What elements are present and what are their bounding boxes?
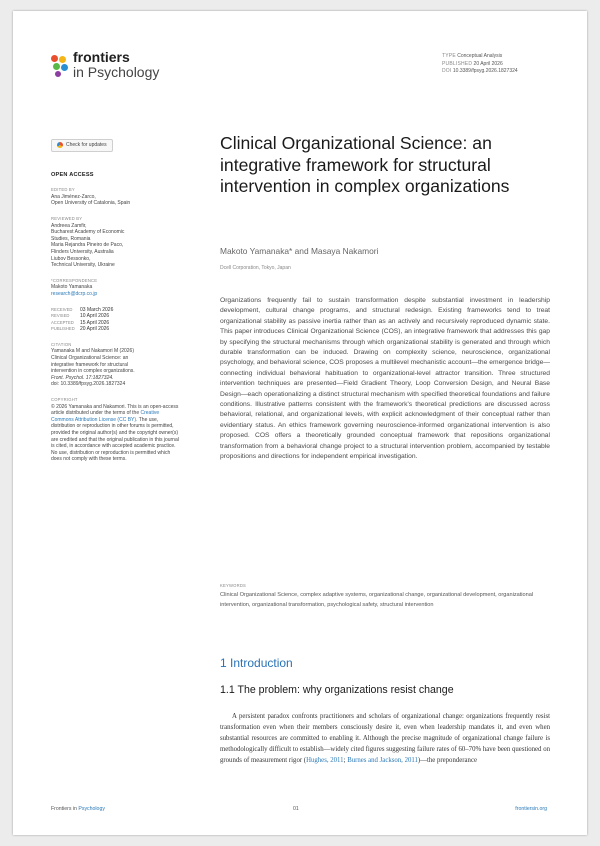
citation-line: integrative framework for structural: [51, 361, 128, 368]
date-value: 15 April 2026: [80, 319, 110, 326]
abstract: Organizations frequently fail to sustain transformation despite substantial investment in leadership development, cultural change programs, and structural redesign. Existing frameworks tend to treat organizational stability as passive inertia rather than as an actively and recursively reproduced dynamic state. This paper introduces Clinical Organizational Science (COS), an integrative framework that addresses this gap by specifying the structural mechanisms through which organizational stability is generated and through which durable transformation can be induced. Drawing on complexity science, neuroscience, organizational psychology, and behavioral science, COS proposes a multilevel mechanistic account—the emergence bridge—connecting individual behavioral habituation to organizational-level attractor transition. Three structured intervention techniques are presented—Field Gradient Theory, Loop Conversion Design, and Neural Base Design—each operationalizing a distinct structural mechanism with specified theoretical foundations and failure conditions. Illustrative patterns consistent with the framework's theoretical predictions are discussed across behavioral, relational, and organizational levels, with explicit acknowledgment of their conceptual rather than evidentiary status. An ethics framework governing neuroscience-informed organizational intervention is also proposed. COS offers a theoretically grounded conceptual framework that repositions organizational transformation from a behavioral change project to a structural intervention problem, accompanied by testable propositions and directions for independent empirical investigation.: [220, 297, 550, 461]
reviewed-by-label: REVIEWED BY: [51, 215, 83, 221]
author-affiliation: Dcell Corporation, Tokyo, Japan: [220, 265, 291, 271]
citation-label: CITATION: [51, 341, 72, 347]
reviewer-line: Bucharest Academy of Economic: [51, 229, 125, 236]
article-sidebar: [51, 139, 179, 463]
citation-line: Front. Psychol. 17:1827324.: [51, 374, 114, 381]
citation-link[interactable]: Hughes, 2011: [306, 757, 344, 764]
meta-doi-label: DOI: [442, 68, 452, 74]
citation-line: Clinical Organizational Science: an: [51, 355, 129, 362]
reviewer-line: Flinders University, Australia: [51, 248, 114, 255]
date-label: ACCEPTED: [51, 319, 74, 325]
copyright-label: COPYRIGHT: [51, 397, 78, 403]
meta-published-label: PUBLISHED: [442, 60, 473, 67]
reviewer-line: Liubov Bessonko,: [51, 255, 91, 262]
open-access-label: OPEN ACCESS: [51, 171, 94, 178]
citation-separator: ;: [343, 757, 348, 764]
edited-by-label: EDITED BY: [51, 187, 75, 193]
reviewer-line: Andreea Zamfir,: [51, 222, 87, 229]
correspondence-email-link[interactable]: research@dcrp.co.jp: [51, 290, 98, 297]
editor-affiliation: Open University of Catalonia, Spain: [51, 200, 131, 207]
copyright-text: [51, 404, 179, 463]
keywords-label: KEYWORDS: [220, 583, 247, 588]
subsection-heading: 1.1 The problem: why organizations resist change: [220, 684, 454, 696]
footer-journal-prefix: Frontiers in: [51, 806, 79, 812]
correspondence-name: Makoto Yamanaka: [51, 284, 93, 291]
citation-link[interactable]: Burnes and Jackson, 2011: [347, 757, 418, 764]
date-label: REVISED: [51, 313, 70, 319]
logo-brand: frontiers: [73, 49, 130, 65]
correspondence-label: *CORRESPONDENCE: [51, 277, 98, 283]
date-label: RECEIVED: [51, 306, 73, 312]
introduction-paragraph: [220, 711, 550, 766]
reviewer-line: Maria Rejandra Pineiro de Paco,: [51, 242, 124, 249]
copyright-text-2: The use, distribution or reproduction in other forums is permitted, provided the original author(s) and the copyright owner(s) are credited and that the original publication in this journal is cited, in accordance with accepted academic practice. No use, distribution or reproduction is permitted which does not comply with these terms.: [51, 416, 179, 463]
meta-type-label: TYPE: [442, 53, 456, 59]
article-title: Clinical Organizational Science: an integrative framework for structural intervention in complex organizations: [220, 133, 510, 196]
cc-license-link[interactable]: Creative Commons Attribution License (CC BY).: [51, 410, 160, 423]
meta-type-value: Conceptual Analysis: [457, 53, 503, 59]
paper-page: [13, 11, 587, 835]
article-dates: [51, 307, 179, 333]
frontiers-logo-icon: [51, 55, 69, 79]
copyright-text-1: © 2026 Yamanaka and Nakamori. This is an open-access article distributed under the terms of the: [51, 403, 179, 417]
check-for-updates-button[interactable]: [51, 139, 113, 152]
reviewer-line: Technical University, Ukraine: [51, 262, 115, 269]
date-value: 20 April 2026: [80, 326, 110, 333]
section-heading-introduction: 1 Introduction: [220, 656, 293, 670]
article-authors: Makoto Yamanaka* and Masaya Nakamori: [220, 246, 379, 256]
footer-journal-name: Psychology: [78, 806, 105, 812]
footer-site-link[interactable]: frontiersin.org: [515, 806, 547, 812]
date-value: 10 April 2026: [80, 313, 110, 320]
date-label: PUBLISHED: [51, 326, 75, 332]
check-for-updates-label: Check for updates: [66, 142, 107, 148]
body-text-tail: )—the preponderance: [417, 757, 477, 764]
meta-published-value: 20 April 2026: [473, 60, 503, 67]
citation-doi[interactable]: doi: 10.3389/fpsyg.2026.1827324: [51, 381, 126, 388]
keywords: Clinical Organizational Science, complex adaptive systems, organizational change, organizational development, organizational intervention, organizational transformation, psychological safety, structural intervention: [220, 592, 534, 608]
article-meta: [442, 53, 518, 76]
editor-name: Ana Jiménez-Zarco,: [51, 193, 96, 200]
footer-journal: [51, 806, 105, 812]
date-value: 03 March 2026: [80, 306, 114, 313]
citation-line: intervention in complex organizations.: [51, 368, 135, 375]
body-text: A persistent paradox confronts practitioners and scholars of organizational change: organizations frequently resist transformation even when their members consciously desire it, even when leadership mandates it, and even when substantial resources are committed to enabling it. Although the precise magnitude of organizational change failure is methodologically difficult to establish—widely cited figures suggesting failure rates of 60–70% have been questioned on grounds of measurement rigor (: [220, 713, 550, 764]
logo-journal: in Psychology: [73, 64, 160, 80]
page-number: 01: [293, 806, 299, 812]
citation-line: Yamanaka M and Nakamori M (2026): [51, 348, 134, 355]
meta-doi-value[interactable]: 10.3389/fpsyg.2026.1827324: [452, 68, 518, 74]
journal-logo[interactable]: [51, 47, 201, 87]
updates-icon: [57, 142, 63, 148]
reviewer-line: Studies, Romania: [51, 235, 91, 242]
